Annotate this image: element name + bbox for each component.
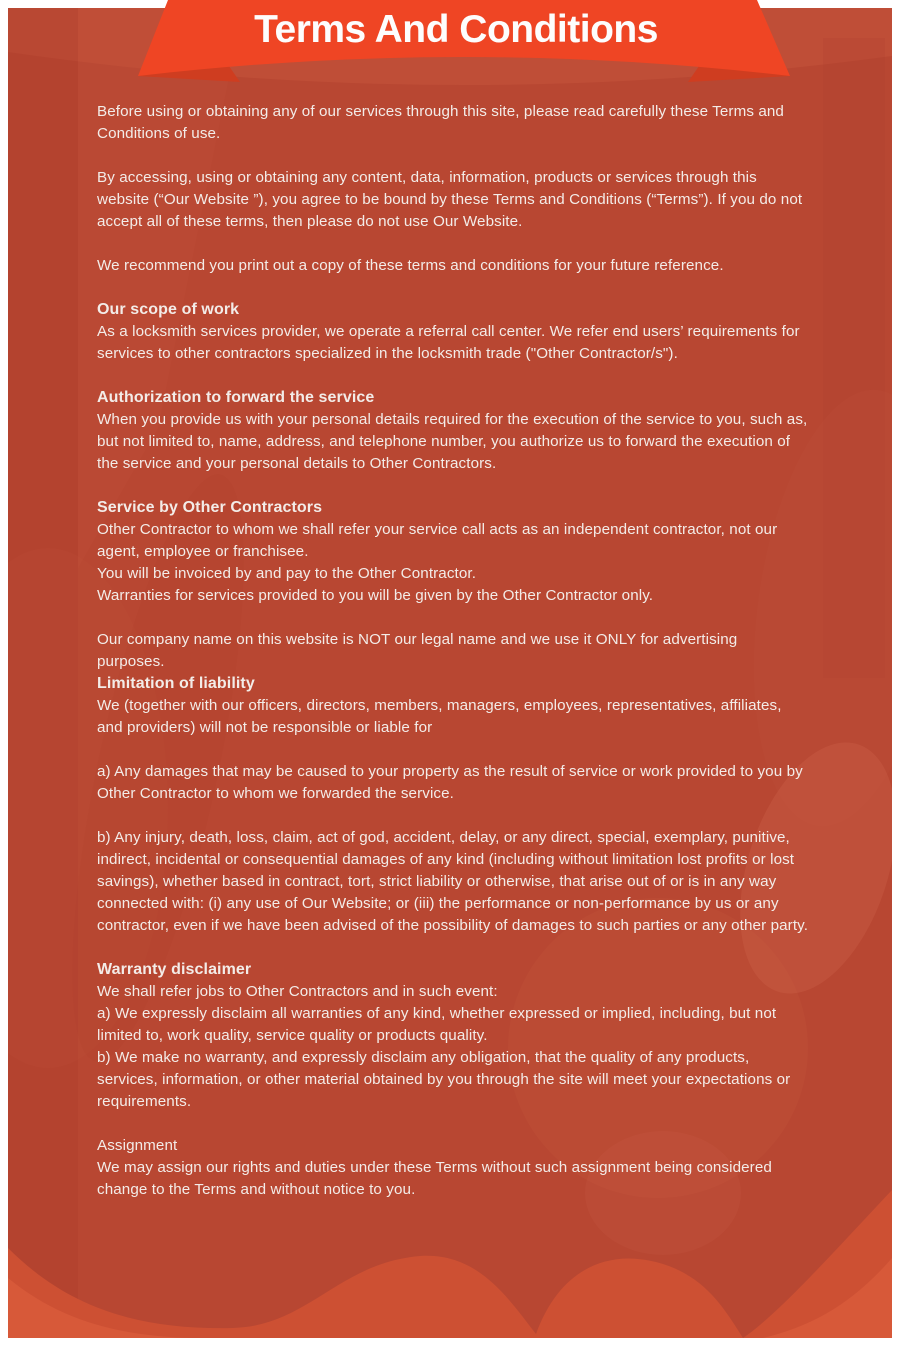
paragraph: Before using or obtaining any of our services through this site, please read carefully these Terms and Conditions of use. [97, 103, 784, 142]
section-heading: Authorization to forward the service [97, 389, 375, 406]
paragraph: We recommend you print out a copy of these terms and conditions for your future reference. [97, 257, 724, 274]
paragraph: b) Any injury, death, loss, claim, act of god, accident, delay, or any direct, special, exemplary, punitive, indirect, incidental or consequential damages of any kind (including without limitation lost profits or lost savings), whether based in contract, tort, strict liability or otherwise, that arise out of or is in any way connected with: (i) any use of Our Website; or (iii) the performance or non-performance by us or any contractor, even if we have been advised of the possibility of damages to such parties or any other party. [97, 829, 809, 934]
section-heading: Service by Other Contractors [97, 499, 323, 516]
paragraph: Other Contractor to whom we shall refer your service call acts as an independent contractor, not our agent, employee or franchisee. [97, 521, 778, 560]
terms-content [97, 101, 809, 1201]
paragraph: By accessing, using or obtaining any content, data, information, products or services through this website (“Our Website ”), you agree to be bound by these Terms and Conditions (“Terms”). If you do not accept all of these terms, then please do not use Our Website. [97, 169, 803, 230]
page-title: Terms And Conditions [254, 8, 658, 51]
section-heading: Warranty disclaimer [97, 961, 252, 978]
paragraph: Warranties for services provided to you will be given by the Other Contractor only. [97, 587, 654, 604]
paragraph: a) We expressly disclaim all warranties of any kind, whether expressed or implied, including, but not limited to, work quality, service quality or products quality. [97, 1005, 777, 1044]
paragraph: Our company name on this website is NOT our legal name and we use it ONLY for advertising purposes. [97, 631, 738, 670]
paragraph: We shall refer jobs to Other Contractors and in such event: [97, 983, 498, 1000]
paragraph: We (together with our officers, directors, members, managers, employees, representatives, affiliates, and providers) will not be responsible or liable for [97, 697, 782, 736]
paragraph: We may assign our rights and duties under these Terms without such assignment being considered change to the Terms and without notice to you. [97, 1159, 772, 1198]
paragraph: Assignment [97, 1137, 178, 1154]
paragraph: When you provide us with your personal details required for the execution of the service to you, such as, but not limited to, name, address, and telephone number, you authorize us to forward the execution of the service and your personal details to Other Contractors. [97, 411, 808, 472]
paragraph: You will be invoiced by and pay to the Other Contractor. [97, 565, 477, 582]
section-heading: Our scope of work [97, 301, 240, 318]
paragraph: As a locksmith services provider, we operate a referral call center. We refer end users’ requirements for services to other contractors specialized in the locksmith trade ("Other Contractor/s"). [97, 323, 800, 362]
section-heading: Limitation of liability [97, 675, 255, 692]
paragraph: b) We make no warranty, and expressly disclaim any obligation, that the quality of any products, services, information, or other material obtained by you through the site will meet your expectations or requirements. [97, 1049, 791, 1110]
paragraph: a) Any damages that may be caused to your property as the result of service or work provided to you by Other Contractor to whom we forwarded the service. [97, 763, 803, 802]
